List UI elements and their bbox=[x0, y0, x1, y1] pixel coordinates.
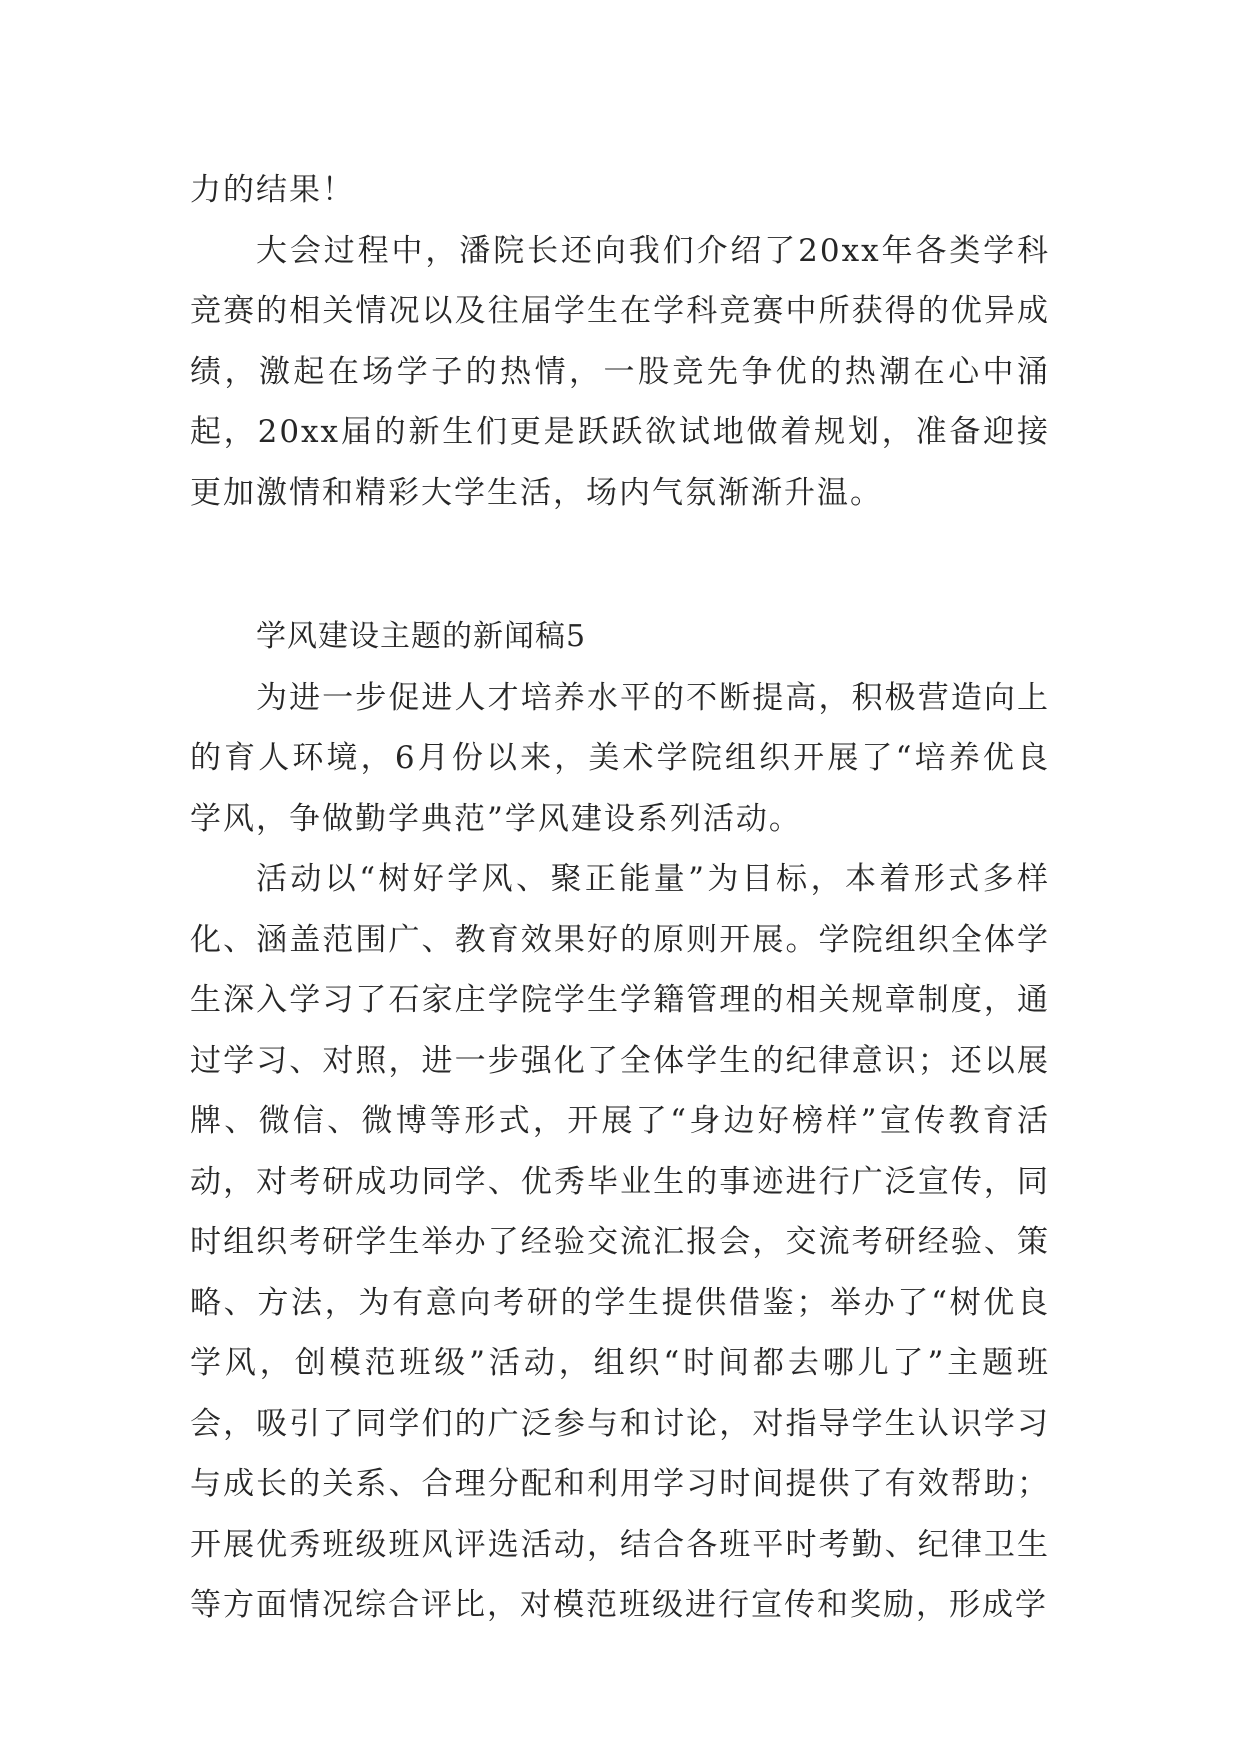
paragraph-meeting-process: 大会过程中，潘院长还向我们介绍了20xx年各类学科竞赛的相关情况以及往届学生在学科竞赛中所获得的优异成绩，激起在场学子的热情，一股竞先争优的热潮在心中涌起，20xx届的新生们更是跃跃欲试地做着规划，准备迎接更加激情和精彩大学生活，场内气氛渐渐升温。 bbox=[190, 232, 1050, 511]
paragraph-activities: 活动以“树好学风、聚正能量”为目标，本着形式多样化、涵盖范围广、教育效果好的原则开展。学院组织全体学生深入学习了石家庄学院学生学籍管理的相关规章制度，通过学习、对照，进一步强化了全体学生的纪律意识；还以展牌、微信、微博等形式，开展了“身边好榜样”宣传教育活动，对考研成功同学、优秀毕业生的事迹进行广泛宣传，同时组织考研学生举办了经验交流汇报会，交流考研经验、策略、方法，为有意向考研的学生提供借鉴；举办了“树优良学风，创模范班级”活动，组织“时间都去哪儿了”主题班会，吸引了同学们的广泛参与和讨论，对指导学生认识学习与成长的关系、合理分配和利用学习时间提供了有效帮助；开展优秀班级班风评选活动，结合各班平时考勤、纪律卫生等方面情况综合评比，对模范班级进行宣传和奖励，形成学 bbox=[190, 861, 1050, 1623]
paragraph-continuation: 力的结果！ bbox=[190, 172, 355, 208]
paragraph-intro: 为进一步促进人才培养水平的不断提高，积极营造向上的育人环境，6月份以来，美术学院组织开展了“培养优良学风，争做勤学典范”学风建设系列活动。 bbox=[190, 679, 1050, 837]
document-body bbox=[190, 160, 1050, 1636]
section-heading: 学风建设主题的新闻稿5 bbox=[256, 619, 587, 654]
